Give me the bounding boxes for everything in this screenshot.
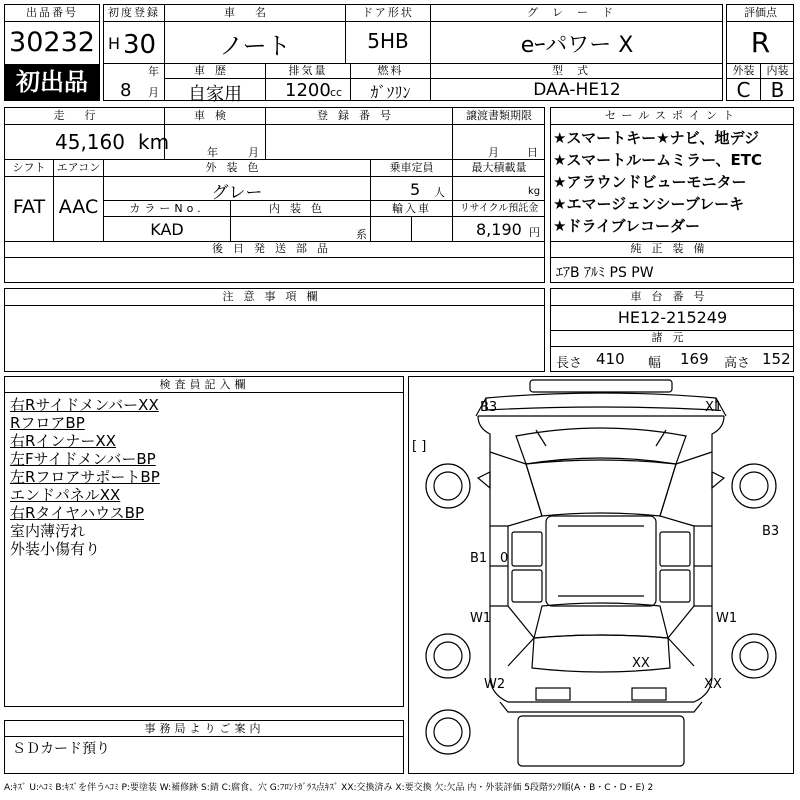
equipment-value: ｴｱB ｱﾙﾐ PS PW	[556, 265, 654, 281]
inspector-line: 右RサイドメンバーXX	[10, 396, 159, 414]
shift: FAT	[12, 196, 46, 218]
inspector-label: 検査員記入欄	[159, 378, 250, 391]
inspector-line: 左FサイドメンバーBP	[10, 450, 156, 468]
office-text: ＳＤカード預り	[12, 741, 110, 757]
sales-points-label: セールスポイント	[604, 109, 740, 122]
mark-zero: 0	[500, 551, 509, 566]
mark-b3-right: B3	[762, 524, 780, 539]
sales-point: ★ドライブレコーダー	[553, 217, 700, 235]
mark-x1: X1	[705, 400, 723, 415]
lot-number: 30232	[9, 27, 95, 58]
ext-color: グレー	[211, 183, 263, 203]
color-no-label: カラーNo.	[129, 202, 205, 215]
displacement: 1200	[285, 80, 331, 101]
month-unit: 月	[148, 86, 159, 99]
equipment-label: 純正装備	[630, 242, 715, 255]
capacity-unit: 人	[434, 186, 445, 199]
first-reg-year: 30	[123, 30, 157, 60]
mark-b3-front: B3	[480, 400, 498, 415]
model-label: 型式	[552, 64, 602, 77]
inspection-label: 車検	[194, 109, 236, 122]
sales-point: ★アラウンドビューモニター	[553, 173, 747, 191]
year-unit: 年	[148, 65, 159, 78]
dimensions-label: 諸元	[651, 331, 694, 344]
height-value: 152	[762, 350, 791, 368]
inspection-year-unit: 年	[207, 146, 218, 159]
car-diagram-svg	[408, 376, 794, 774]
inspector-line: 右RタイヤハウスBP	[10, 504, 145, 522]
mark-bracket: [ ]	[412, 439, 427, 454]
displacement-unit: cc	[330, 86, 343, 99]
sales-point: ★スマートルームミラー、ETC	[553, 151, 763, 169]
transfer-month-unit: 月	[488, 146, 499, 159]
color-no: KAD	[150, 220, 184, 239]
sales-point: ★スマートキー★ナビ、地デジ	[553, 129, 760, 147]
recycle-unit: 円	[529, 226, 540, 239]
grade-label: グレード	[527, 6, 627, 19]
inspector-line: 左RフロアサポートBP	[10, 468, 160, 486]
mark-b1: B1	[470, 551, 488, 566]
first-listing-label: 初出品	[16, 68, 88, 96]
import-label: 輸入車	[392, 202, 431, 215]
mileage-unit: km	[138, 130, 170, 154]
reg-no-label: 登録番号	[317, 109, 401, 122]
inspector-line: 室内薄汚れ	[10, 522, 86, 540]
shift-label: シフト	[12, 161, 46, 174]
inspector-line: エンドパネルXX	[10, 486, 121, 504]
max-load-label: 最大積載量	[471, 161, 527, 174]
chassis-number: HE12-215249	[617, 308, 728, 327]
exterior-label: 外装	[732, 64, 755, 77]
car-name-label: 車名	[224, 6, 286, 19]
notes-label: 注意事項欄	[222, 290, 328, 303]
model: DAA-HE12	[533, 80, 621, 100]
transfer-label: 譲渡書類期限	[466, 109, 532, 122]
grade: eｰパワー X	[520, 33, 634, 58]
ac: AAC	[58, 196, 99, 218]
capacity: 5	[410, 180, 421, 199]
mark-w2: W2	[484, 677, 506, 692]
recycle-label: リサイクル預託金	[459, 203, 539, 214]
height-label: 高さ	[724, 356, 751, 371]
ext-color-label: 外装色	[205, 161, 269, 174]
fuel-label: 燃料	[377, 64, 404, 77]
ac-label: エアコン	[56, 161, 101, 174]
width-label: 幅	[648, 356, 662, 371]
office-label: 事務局よりご案内	[144, 722, 265, 735]
capacity-label: 乗車定員	[389, 161, 434, 174]
int-color-unit: 系	[356, 228, 367, 241]
inspector-line: RフロアBP	[10, 414, 85, 432]
interior-label: 内装	[766, 64, 789, 77]
length-value: 410	[596, 350, 625, 368]
mark-xx-center: XX	[632, 656, 650, 671]
width-value: 169	[680, 350, 709, 368]
transfer-day-unit: 日	[527, 146, 538, 159]
first-reg-label: 初度登録	[108, 6, 160, 19]
history-label: 車歴	[194, 64, 236, 77]
score-label: 評価点	[744, 6, 777, 19]
recycle-amount: 8,190	[476, 220, 522, 239]
legend-text: A:ｷｽﾞ U:ﾍｺﾐ B:ｷｽﾞを伴うﾍｺﾐ P:要塗装 W:補修跡 S:錆 C:腐食、穴 G:ﾌﾛﾝﾄｶﾞﾗｽ点ｷｽﾞ XX:交換済み X:要交換 欠:欠品 内・外装評価 5段階ﾗﾝｸ順(A・B・C・D・E) 2	[4, 783, 654, 793]
length-label: 長さ	[556, 356, 583, 371]
fuel: ｶﾞｿﾘﾝ	[370, 83, 411, 102]
door-type: 5HB	[367, 29, 409, 53]
inspector-line: 外装小傷有り	[10, 540, 101, 558]
door-label: ドア形状	[362, 6, 414, 19]
inspection-month-unit: 月	[248, 146, 259, 159]
max-load-unit: kg	[528, 186, 541, 197]
mileage-label: 走行	[53, 109, 116, 122]
first-reg-month: 8	[120, 80, 132, 101]
score: R	[750, 26, 771, 59]
mark-w1-right: W1	[716, 611, 738, 626]
sales-point: ★エマージェンシーブレーキ	[553, 195, 745, 213]
mark-w1-left: W1	[470, 611, 492, 626]
era: H	[108, 34, 121, 53]
later-parts-label: 後日発送部品	[212, 242, 338, 255]
mark-xx-rear: XX	[704, 677, 722, 692]
interior-grade: B	[770, 78, 785, 102]
history: 自家用	[188, 84, 242, 105]
lot-label: 出品番号	[26, 6, 78, 19]
exterior-grade: C	[736, 78, 751, 102]
chassis-label: 車台番号	[630, 290, 715, 303]
inspector-line: 右RインナーXX	[10, 432, 116, 450]
mileage: 45,160	[55, 130, 125, 154]
int-color-label: 内装色	[269, 202, 332, 215]
car-name: ノート	[219, 32, 291, 60]
displacement-label: 排気量	[288, 64, 328, 77]
